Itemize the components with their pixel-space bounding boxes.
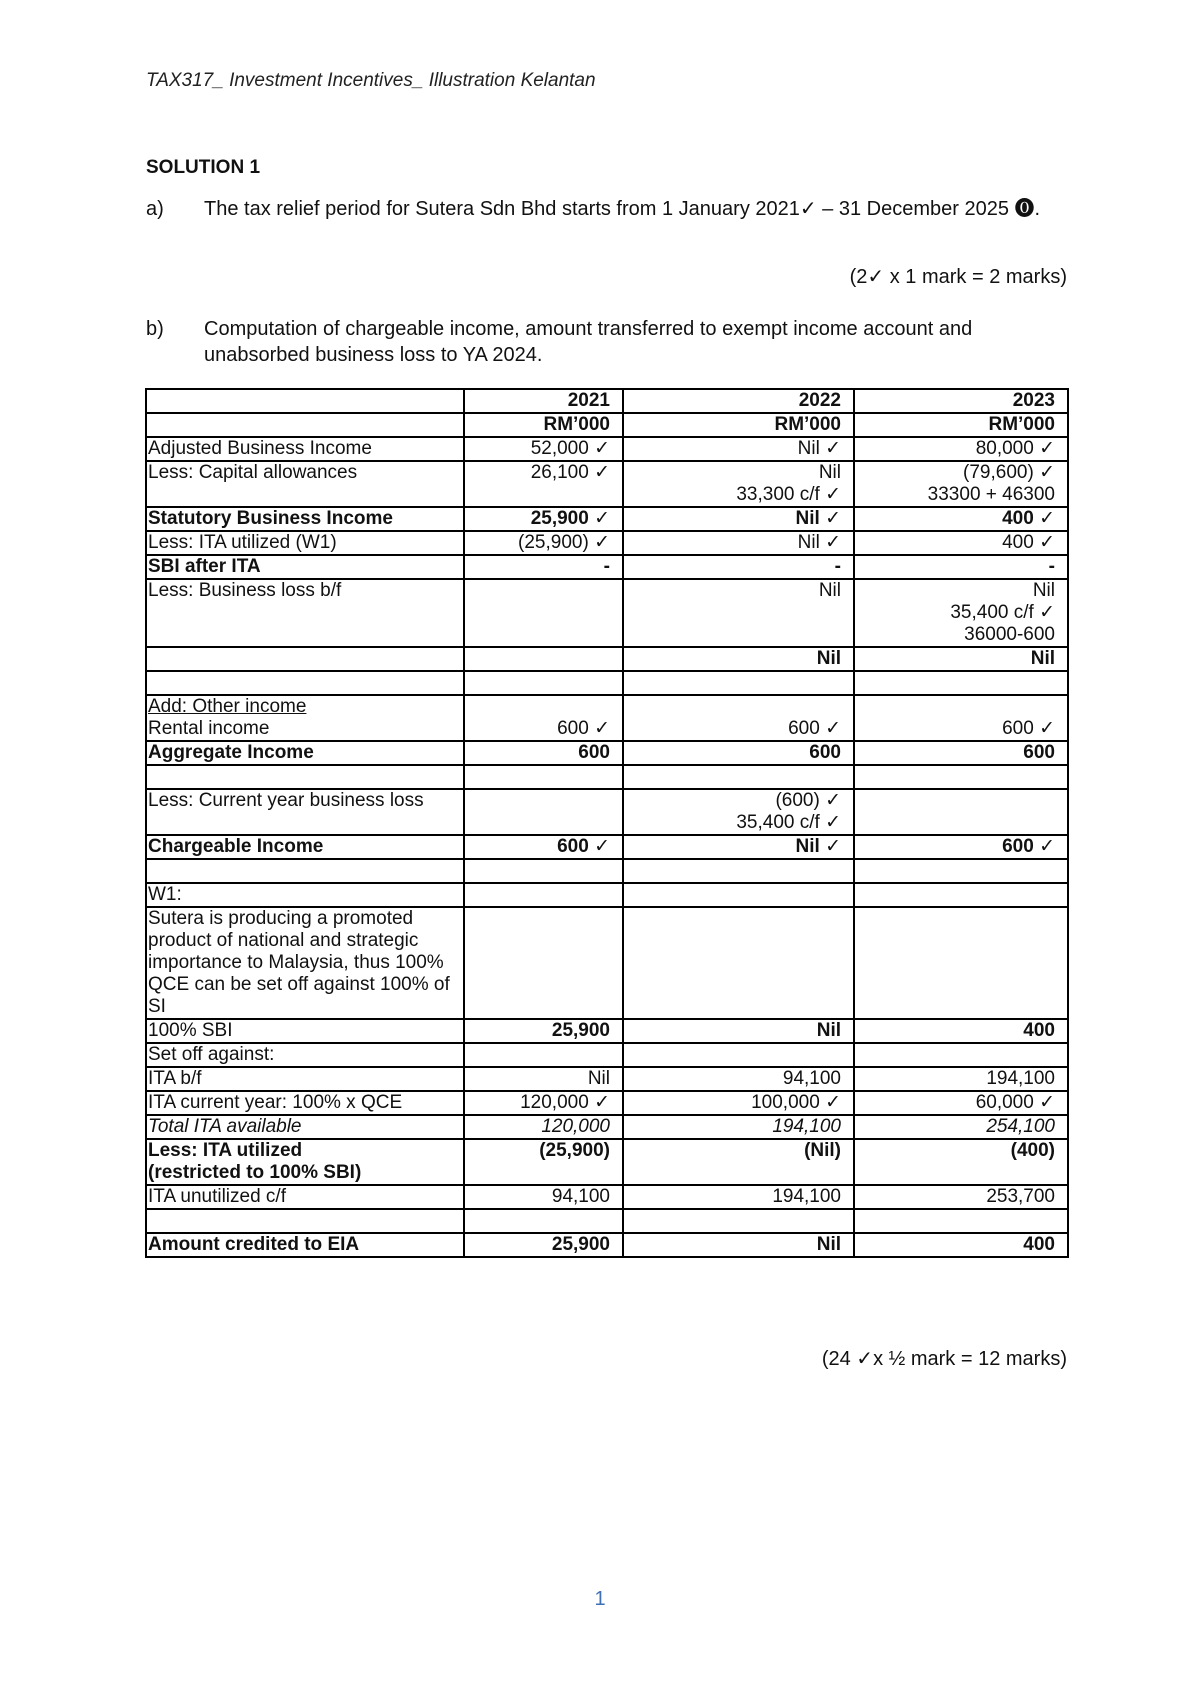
cell-value: 600 [623,741,854,765]
table-row [146,647,1068,671]
cell-value: (400) [854,1139,1068,1185]
cell-line: 35,400 c/f ✓ [950,602,1055,623]
cell-value: 253,700 [854,1185,1068,1209]
cell-value: 100,000 ✓ [623,1091,854,1115]
cell-line: Nil [818,462,841,483]
page-number: 1 [594,1588,606,1610]
cell-value: Nil [854,647,1068,671]
table-row [146,695,1068,718]
part-a-text: The tax relief period for Sutera Sdn Bhd starts from 1 January 2021✓ – 31 December 2025 ⓿. [204,198,1041,220]
cell-value: 194,100 [623,1185,854,1209]
cell-value: 25,900 [464,1019,623,1043]
document-header: TAX317_ Investment Incentives_ Illustration Kelantan [146,70,596,91]
cell-value [623,461,854,507]
cell-line: (79,600) ✓ [963,462,1055,483]
table-row [146,1091,1068,1115]
cell-value: (25,900) ✓ [464,531,623,555]
computation-table [145,388,1069,1258]
cell-value: 120,000 ✓ [464,1091,623,1115]
part-a [146,196,1066,222]
table-row [146,718,1068,741]
cell-value: 254,100 [854,1115,1068,1139]
cell-value: 194,100 [854,1067,1068,1091]
cell-line: (600) ✓ [775,790,841,811]
table-row [146,1067,1068,1091]
part-b-label: b) [146,318,164,340]
cell-value: 400 ✓ [854,531,1068,555]
cell-value: 400 [854,1233,1068,1257]
row-label: Rental income [146,718,464,741]
cell-value: 26,100 ✓ [464,461,623,507]
cell-value [854,579,1068,647]
cell-value [623,789,854,835]
table-row [146,741,1068,765]
table-row [146,437,1068,461]
cell-line: 36000-600 [964,624,1055,645]
row-label: Less: Current year business loss [146,789,464,835]
cell-value: 120,000 [464,1115,623,1139]
year-header: 2023 [854,389,1068,413]
table-row [146,1209,1068,1233]
cell-value: 600 ✓ [464,718,623,741]
cell-value: 400 ✓ [854,507,1068,531]
row-label: Total ITA available [146,1115,464,1139]
cell-value: 600 [464,741,623,765]
cell-line: (restricted to 100% SBI) [148,1162,362,1183]
table-row [146,1115,1068,1139]
table-row [146,1139,1068,1185]
row-label: W1: [146,883,464,907]
year-header: 2022 [623,389,854,413]
cell-line: 33,300 c/f ✓ [736,484,841,505]
row-label: Statutory Business Income [146,507,464,531]
cell-value: 600 ✓ [854,835,1068,859]
cell-value: - [464,555,623,579]
cell-value: (Nil) [623,1139,854,1185]
row-label: Less: Business loss b/f [146,579,464,647]
row-label: Chargeable Income [146,835,464,859]
cell-line: 33300 + 46300 [927,484,1055,505]
part-a-label: a) [146,198,164,220]
cell-value: Nil [623,579,854,647]
unit-header: RM’000 [854,413,1068,437]
row-label: Less: Capital allowances [146,461,464,507]
part-a-marks: (2✓ x 1 mark = 2 marks) [849,266,1067,288]
cell-value: - [623,555,854,579]
cell-value: Nil [623,1019,854,1043]
cell-line: Less: ITA utilized [148,1140,303,1161]
cell-value: 80,000 ✓ [854,437,1068,461]
table-row [146,1233,1068,1257]
cell-value: 600 ✓ [464,835,623,859]
cell-value: 600 ✓ [623,718,854,741]
cell-value: Nil [623,647,854,671]
cell-value: (25,900) [464,1139,623,1185]
part-b-text: Computation of chargeable income, amount transferred to exempt income account and unabsorbed business loss to YA 2024. [204,318,973,366]
w1-note: Sutera is producing a promoted product of national and strategic importance to Malaysia, thus 100% QCE can be set off against 100% of SI [146,907,464,1019]
cell-value: 52,000 ✓ [464,437,623,461]
table-row [146,579,1068,647]
cell-value: 25,900 ✓ [464,507,623,531]
table-row [146,531,1068,555]
year-header: 2021 [464,389,623,413]
cell-value: - [854,555,1068,579]
table-row [146,461,1068,507]
table-row [146,671,1068,695]
row-label: Less: ITA utilized (W1) [146,531,464,555]
cell-value: 94,100 [623,1067,854,1091]
table-row [146,413,1068,437]
cell-line: Nil [1032,580,1055,601]
unit-header: RM’000 [464,413,623,437]
cell-value [854,461,1068,507]
cell-value: Nil [464,1067,623,1091]
table-row [146,1019,1068,1043]
table-row [146,765,1068,789]
cell-value: Nil [623,1233,854,1257]
row-label: Add: Other income [146,695,464,718]
unit-header: RM’000 [623,413,854,437]
cell-line: 35,400 c/f ✓ [736,812,841,833]
row-label [146,1139,464,1185]
part-b [146,316,1066,368]
cell-value: 600 ✓ [854,718,1068,741]
cell-value: Nil ✓ [623,835,854,859]
cell-value: 94,100 [464,1185,623,1209]
table-row [146,883,1068,907]
part-b-marks: (24 ✓x ½ mark = 12 marks) [821,1348,1067,1370]
table-row [146,1043,1068,1067]
cell-value: Nil ✓ [623,507,854,531]
row-label: Adjusted Business Income [146,437,464,461]
row-label: ITA b/f [146,1067,464,1091]
table-row [146,555,1068,579]
cell-value: 194,100 [623,1115,854,1139]
solution-title: SOLUTION 1 [146,157,261,178]
row-label: Amount credited to EIA [146,1233,464,1257]
cell-value: 400 [854,1019,1068,1043]
row-label: ITA unutilized c/f [146,1185,464,1209]
cell-value: Nil ✓ [623,531,854,555]
table-row [146,859,1068,883]
table-row [146,789,1068,835]
table-row [146,835,1068,859]
row-label: Aggregate Income [146,741,464,765]
cell-value: 60,000 ✓ [854,1091,1068,1115]
row-label: SBI after ITA [146,555,464,579]
cell-value: Nil ✓ [623,437,854,461]
cell-value: 25,900 [464,1233,623,1257]
row-label: 100% SBI [146,1019,464,1043]
table-row [146,389,1068,413]
cell-value: 600 [854,741,1068,765]
table-row [146,1185,1068,1209]
row-label: Set off against: [146,1043,464,1067]
row-label: ITA current year: 100% x QCE [146,1091,464,1115]
table-row [146,507,1068,531]
table-row [146,907,1068,1019]
